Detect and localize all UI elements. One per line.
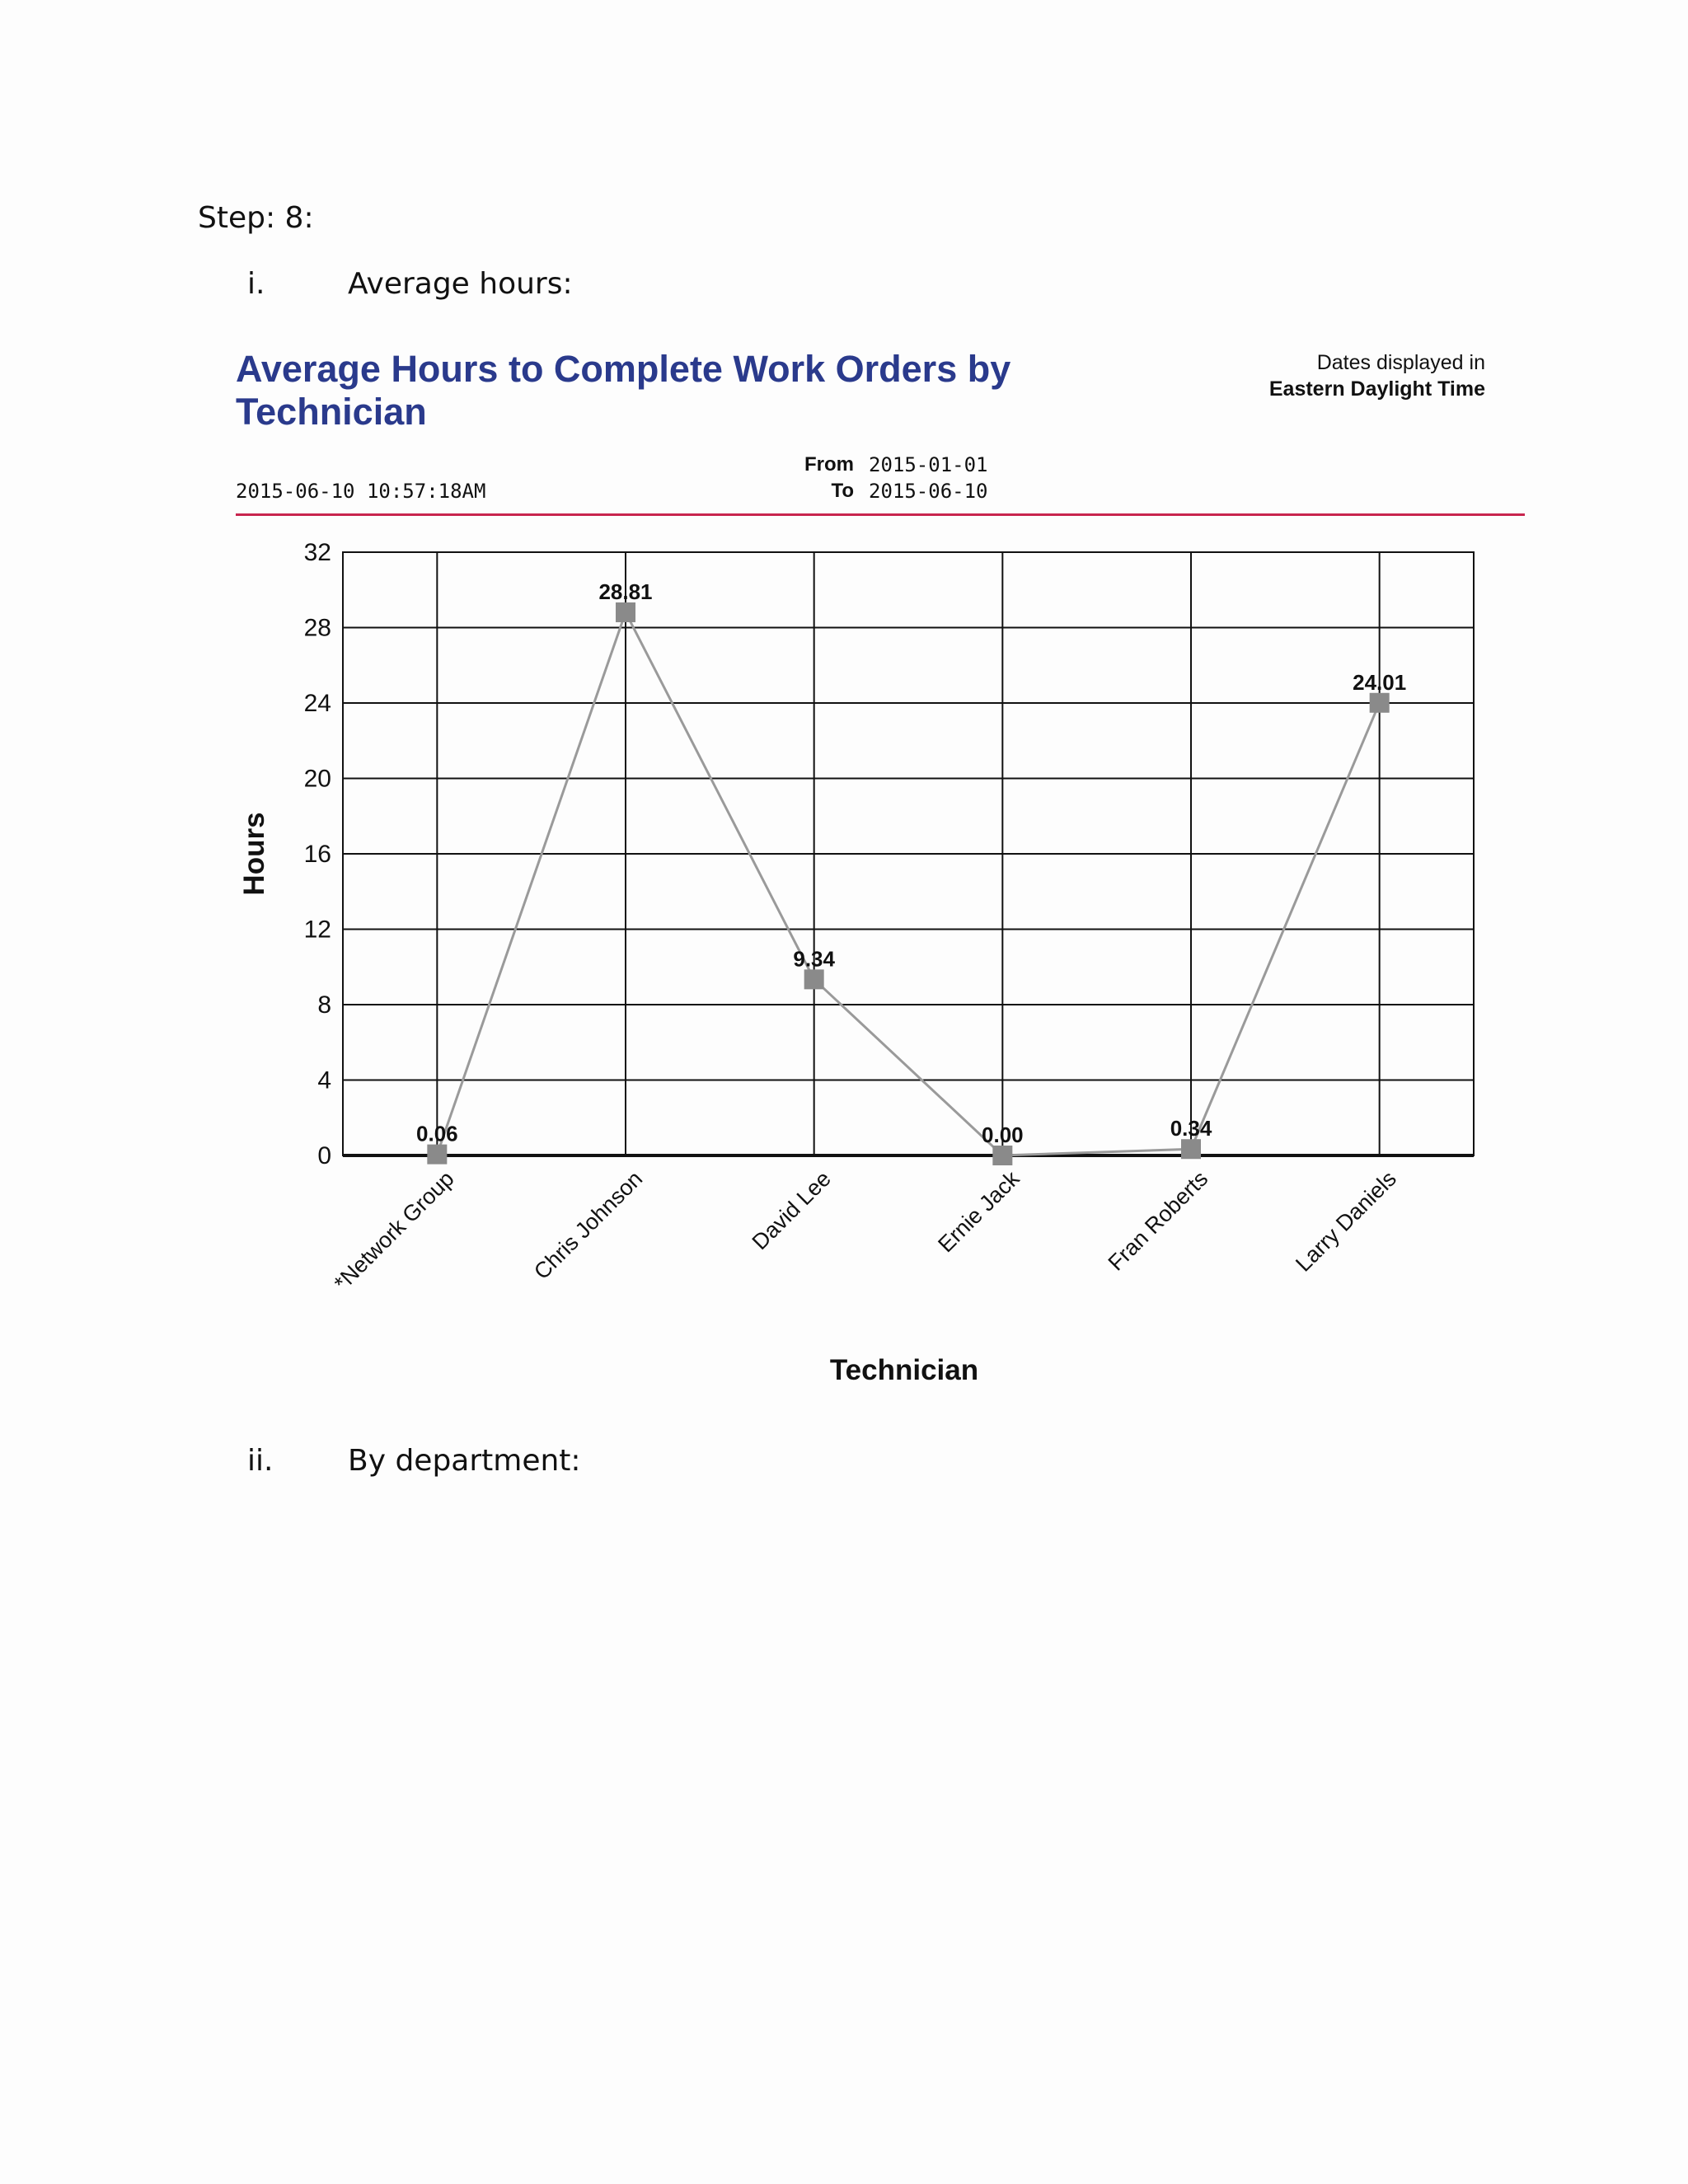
x-tick-label: Larry Daniels (1291, 1166, 1401, 1277)
timezone-value: Eastern Daylight Time (1268, 377, 1485, 401)
data-point-marker (616, 602, 635, 622)
x-tick-label: *Network Group (329, 1166, 459, 1296)
step-heading: Step: 8: (198, 201, 314, 235)
x-tick-label: Chris Johnson (528, 1166, 648, 1285)
report-title (236, 348, 1060, 434)
report-panel (236, 344, 1525, 1399)
y-tick-label: 20 (303, 765, 331, 793)
y-tick-label: 24 (303, 690, 331, 717)
list-marker: ii. (247, 1444, 274, 1478)
y-axis-title: Hours (238, 812, 270, 896)
y-tick-label: 32 (303, 539, 331, 566)
y-tick-label: 0 (317, 1142, 331, 1169)
data-label: 9.34 (793, 946, 835, 972)
x-tick-label: Ernie Jack (933, 1166, 1025, 1258)
list-item-text: Average hours: (348, 267, 573, 301)
from-date: 2015-01-01 (869, 453, 988, 476)
list-marker: i. (247, 267, 265, 301)
series-line (437, 612, 1379, 1155)
chart-axes (304, 539, 1474, 1296)
from-label: From (804, 453, 854, 476)
to-label: To (831, 480, 854, 502)
to-date: 2015-06-10 (869, 480, 988, 503)
y-tick-label: 8 (317, 991, 331, 1019)
report-title-line: Average Hours to Complete Work Orders by (236, 348, 1011, 390)
data-label: 0.34 (1170, 1116, 1212, 1141)
x-tick-label: David Lee (747, 1166, 836, 1255)
y-tick-label: 16 (303, 841, 331, 868)
header-divider (236, 513, 1525, 516)
data-label: 0.06 (416, 1121, 458, 1146)
x-axis-title: Technician (829, 1354, 979, 1386)
line-chart (236, 534, 1525, 1408)
data-label: 24.01 (1353, 669, 1407, 695)
y-tick-label: 28 (303, 614, 331, 642)
data-label: 28.81 (598, 579, 653, 604)
data-label: 0.00 (982, 1122, 1024, 1147)
report-timestamp: 2015-06-10 10:57:18AM (236, 480, 486, 503)
data-point-marker (992, 1146, 1012, 1165)
data-point-marker (1370, 693, 1390, 713)
x-tick-label: Fran Roberts (1103, 1166, 1213, 1276)
data-point-marker (804, 969, 824, 989)
report-title-line: Technician (236, 391, 427, 433)
y-tick-label: 12 (303, 916, 331, 944)
data-point-marker (427, 1145, 447, 1165)
chart-labels (416, 579, 1406, 1147)
data-point-marker (1181, 1139, 1201, 1159)
list-item-text: By department: (348, 1444, 581, 1478)
chart-grid (343, 552, 1474, 1155)
timezone-note (1269, 349, 1485, 402)
timezone-label: Dates displayed in (1316, 351, 1485, 374)
y-tick-label: 4 (317, 1066, 331, 1094)
chart-series (427, 602, 1389, 1165)
